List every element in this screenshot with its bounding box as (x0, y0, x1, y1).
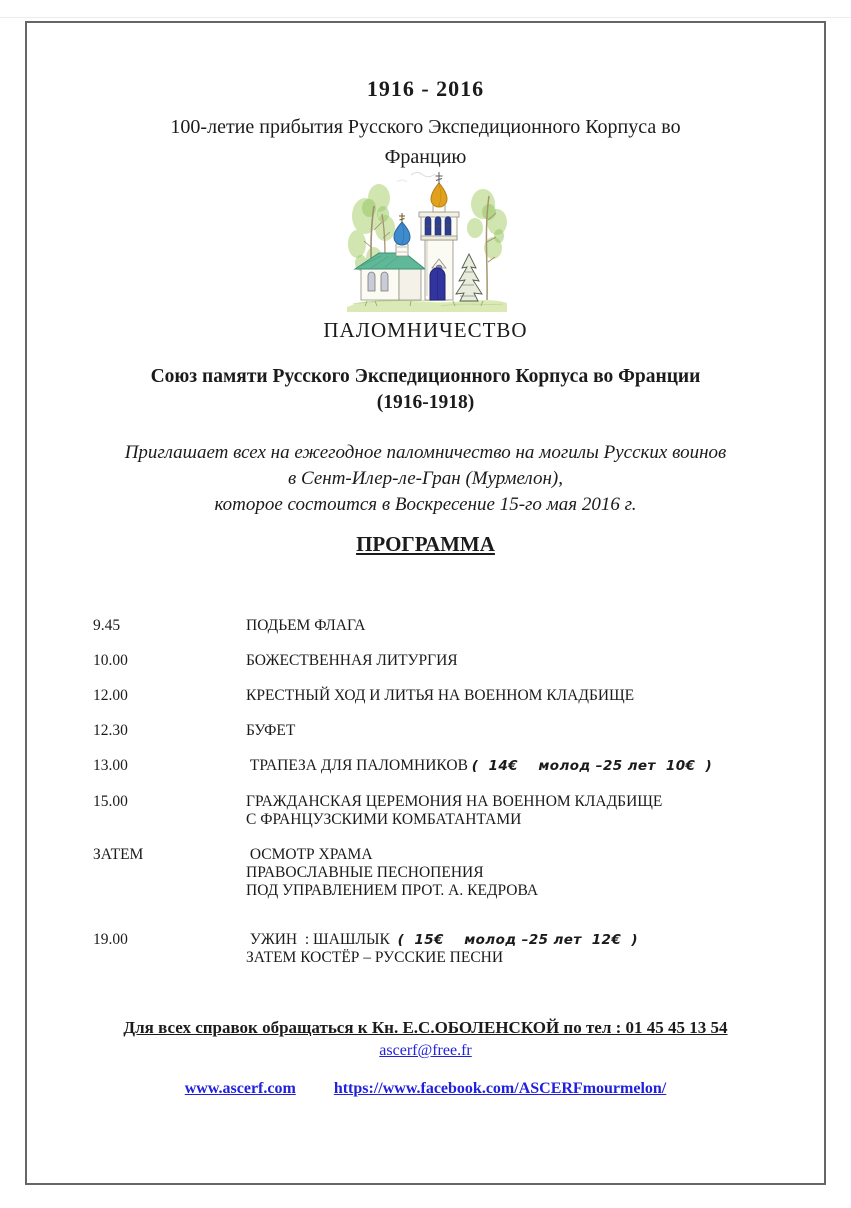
schedule-line: КРЕСТНЫЙ ХОД И ЛИТЬЯ НА ВОЕННОМ КЛАДБИЩЕ (246, 687, 635, 704)
organization-years: (1916-1918) (376, 392, 475, 413)
scan-edge-line (0, 17, 851, 18)
schedule-line: ПОД УПРАВЛЕНИЕМ ПРОТ. А. КЕДРОВА (246, 882, 539, 899)
facebook-link[interactable]: https://www.facebook.com/ASCERFmourmelon/ (333, 1080, 667, 1097)
email-row (0, 1042, 851, 1060)
schedule-line: ГРАЖДАНСКАЯ ЦЕРЕМОНИЯ НА ВОЕННОМ КЛАДБИЩЕ (246, 793, 663, 810)
subtitle (0, 112, 851, 172)
schedule-line: С ФРАНЦУЗСКИМИ КОМБАТАНТАМИ (246, 811, 522, 828)
schedule-line: ПОДЬЕМ ФЛАГА (246, 617, 366, 634)
price-note: ( 15€ молод –25 лет 12€ ) (397, 932, 638, 948)
church-watercolor-illustration (341, 168, 513, 314)
schedule-line: БОЖЕСТВЕННАЯ ЛИТУРГИЯ (246, 652, 458, 669)
schedule-line: ПРАВОСЛАВНЫЕ ПЕСНОПЕНИЯ (246, 864, 484, 881)
email-link[interactable]: ascerf@free.fr (379, 1042, 472, 1059)
schedule-line: ОСМОТР ХРАМА (246, 846, 373, 863)
invitation-block (0, 440, 851, 518)
schedule-time: 12.30 (93, 722, 128, 739)
schedule-time: 9.45 (93, 617, 121, 634)
organization-name: Союз памяти Русского Экспедиционного Корпуса во Франции (150, 366, 701, 387)
schedule-time: 15.00 (93, 793, 128, 810)
price-note: ( 14€ молод –25 лет 10€ ) (471, 758, 713, 774)
schedule-line: УЖИН : ШАШЛЫК ( 15€ молод –25 лет 12€ ) (246, 931, 638, 948)
schedule-time: 13.00 (93, 757, 128, 774)
subtitle-line-1: 100-летие прибытия Русского Экспедиционного Корпуса во (170, 116, 681, 138)
schedule-line: ЗАТЕМ КОСТЁР – РУССКИЕ ПЕСНИ (246, 949, 504, 966)
invitation-line-2: в Сент-Илер-ле-Гран (Мурмелон), (288, 468, 563, 489)
invitation-line-3: которое состоится в Воскресение 15-го мая 2016 г. (214, 494, 637, 515)
subtitle-line-2: Францию (384, 146, 467, 168)
pilgrimage-title: ПАЛОМНИЧЕСТВО (323, 318, 528, 342)
schedule-time: 10.00 (93, 652, 128, 669)
contact-line: Для всех справок обращаться к Кн. Е.С.ОБОЛЕНСКОЙ по тел : 01 45 45 13 54 (123, 1018, 728, 1037)
schedule-line: ТРАПЕЗА ДЛЯ ПАЛОМНИКОВ ( 14€ молод –25 лет 10€ ) (246, 757, 713, 774)
links-row (0, 1080, 851, 1098)
schedule-time: ЗАТЕМ (93, 846, 144, 863)
invitation-line-1: Приглашает всех на ежегодное паломничество на могилы Русских воинов (124, 442, 727, 463)
schedule-time: 12.00 (93, 687, 128, 704)
schedule-line: БУФЕТ (246, 722, 296, 739)
organization-block (0, 364, 851, 416)
program-title: ПРОГРАММА (356, 532, 495, 556)
website-link[interactable]: www.ascerf.com (184, 1080, 296, 1097)
schedule-time: 19.00 (93, 931, 128, 948)
years-title: 1916 - 2016 (366, 76, 485, 101)
